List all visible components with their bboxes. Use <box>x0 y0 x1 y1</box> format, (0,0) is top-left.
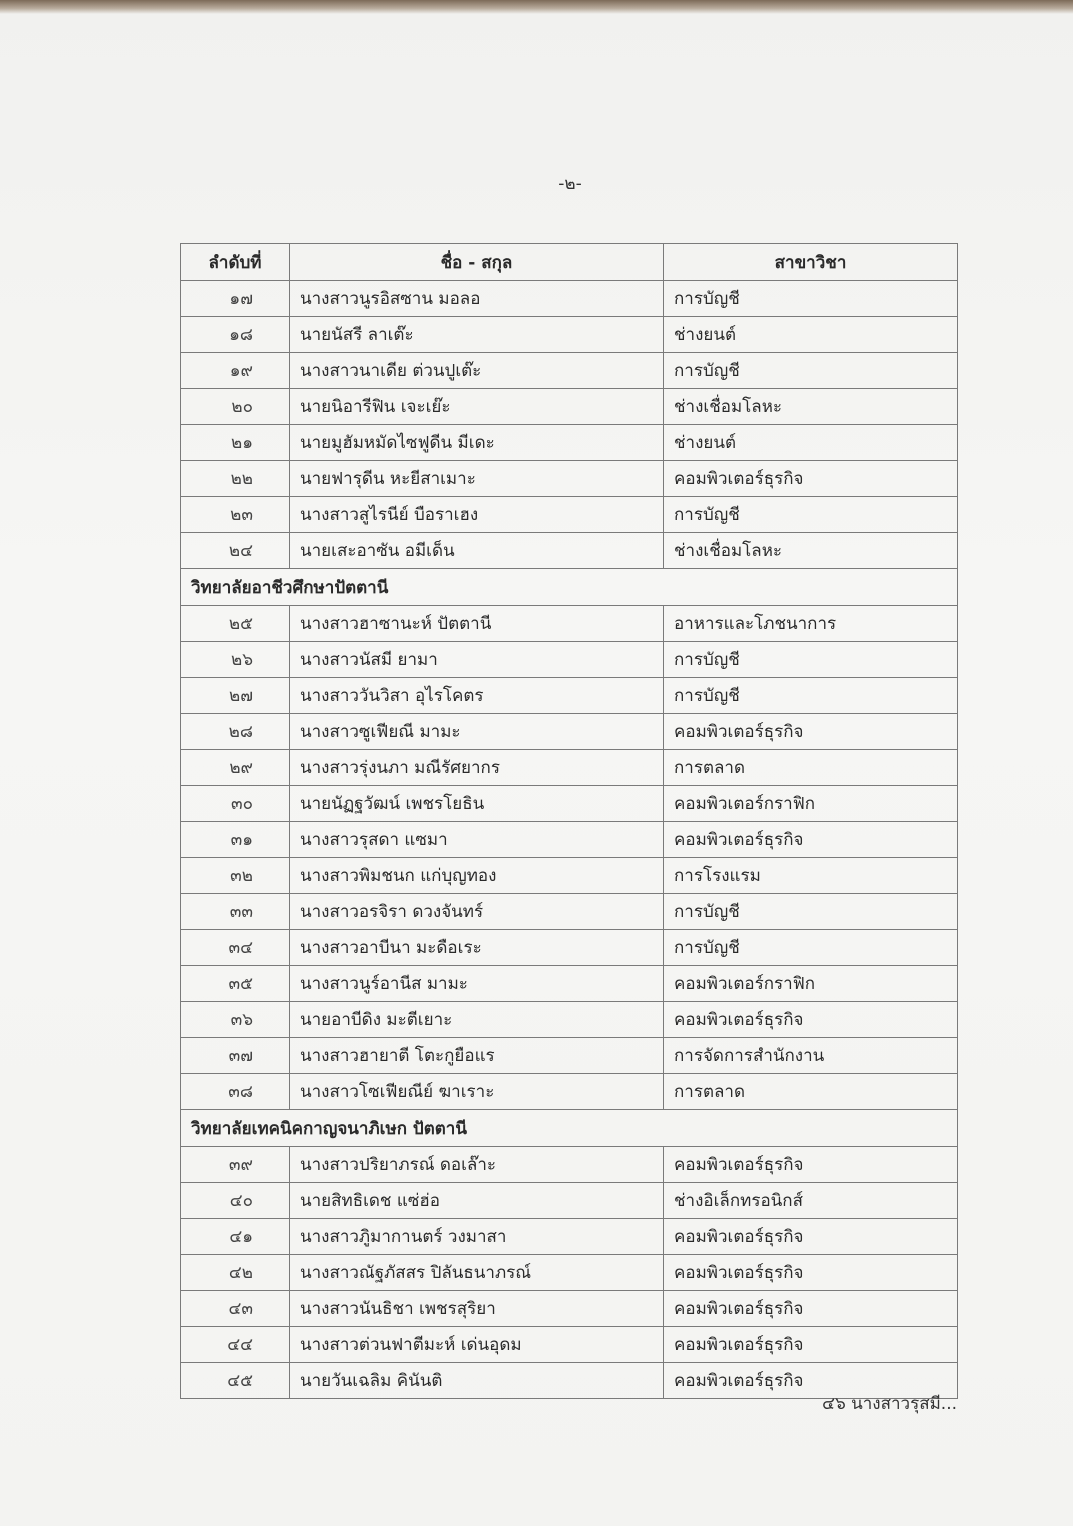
major-cell: การบัญชี <box>664 930 958 966</box>
order-cell: ๔๐ <box>181 1183 290 1219</box>
major-cell: คอมพิวเตอร์ธุรกิจ <box>664 1291 958 1327</box>
order-cell: ๓๑ <box>181 822 290 858</box>
table-row <box>181 1147 958 1183</box>
table-row <box>181 930 958 966</box>
order-cell: ๓๗ <box>181 1038 290 1074</box>
order-cell: ๓๐ <box>181 786 290 822</box>
table-row <box>181 389 958 425</box>
major-cell: อาหารและโภชนาการ <box>664 606 958 642</box>
order-cell: ๑๘ <box>181 317 290 353</box>
table-row <box>181 966 958 1002</box>
name-cell: นายฟารุดีน หะยีสาเมาะ <box>290 461 664 497</box>
order-cell: ๒๒ <box>181 461 290 497</box>
name-cell: นางสาวนูรอิสซาน มอลอ <box>290 281 664 317</box>
order-cell: ๔๔ <box>181 1327 290 1363</box>
name-cell: นายนัสรี ลาเต๊ะ <box>290 317 664 353</box>
order-cell: ๓๘ <box>181 1074 290 1110</box>
major-cell: การบัญชี <box>664 353 958 389</box>
name-cell: นายอาบีดิง มะตีเยาะ <box>290 1002 664 1038</box>
name-cell: นางสาวสูไรนีย์ บือราเฮง <box>290 497 664 533</box>
student-roster-table <box>180 243 958 1399</box>
table-row <box>181 1038 958 1074</box>
major-cell: ช่างเชื่อมโลหะ <box>664 389 958 425</box>
order-cell: ๒๑ <box>181 425 290 461</box>
order-cell: ๒๘ <box>181 714 290 750</box>
name-cell: นายวันเฉลิม คินันติ <box>290 1363 664 1399</box>
order-cell: ๑๙ <box>181 353 290 389</box>
major-cell: การจัดการสำนักงาน <box>664 1038 958 1074</box>
major-cell: คอมพิวเตอร์ธุรกิจ <box>664 1002 958 1038</box>
name-cell: นายนัฏฐวัฒน์ เพชรโยธิน <box>290 786 664 822</box>
name-cell: นางสาวอรจิรา ดวงจันทร์ <box>290 894 664 930</box>
table-row <box>181 533 958 569</box>
order-cell: ๓๙ <box>181 1147 290 1183</box>
table-row <box>181 317 958 353</box>
name-cell: นางสาวนัสมี ยามา <box>290 642 664 678</box>
name-cell: นางสาวนันธิชา เพชรสุริยา <box>290 1291 664 1327</box>
header-major: สาขาวิชา <box>664 244 958 281</box>
order-cell: ๓๔ <box>181 930 290 966</box>
table-row <box>181 1183 958 1219</box>
table-row <box>181 678 958 714</box>
order-cell: ๒๖ <box>181 642 290 678</box>
major-cell: ช่างยนต์ <box>664 317 958 353</box>
major-cell: คอมพิวเตอร์กราฟิก <box>664 786 958 822</box>
name-cell: นายเสะอาซัน อมีเด็น <box>290 533 664 569</box>
continuation-note: ๔๖ นางสาวรุสมี... <box>822 1394 957 1414</box>
table-row <box>181 894 958 930</box>
order-cell: ๔๓ <box>181 1291 290 1327</box>
table-row <box>181 1219 958 1255</box>
table-body <box>181 281 958 1399</box>
major-cell: การบัญชี <box>664 642 958 678</box>
table-row <box>181 425 958 461</box>
table-row <box>181 606 958 642</box>
table-row <box>181 822 958 858</box>
table-row <box>181 1327 958 1363</box>
college-heading-row <box>181 569 958 606</box>
major-cell: คอมพิวเตอร์ธุรกิจ <box>664 1363 958 1399</box>
name-cell: นางสาวซูเฟียณี มามะ <box>290 714 664 750</box>
name-cell: นางสาวฮาซานะห์ ปัตตานี <box>290 606 664 642</box>
order-cell: ๒๓ <box>181 497 290 533</box>
table-row <box>181 1074 958 1110</box>
college-heading-row <box>181 1110 958 1147</box>
name-cell: นางสาวรุ่งนภา มณีรัศยากร <box>290 750 664 786</box>
order-cell: ๒๐ <box>181 389 290 425</box>
table-row <box>181 1002 958 1038</box>
table-row <box>181 858 958 894</box>
table-row <box>181 714 958 750</box>
header-order: ลำดับที่ <box>181 244 290 281</box>
table-row <box>181 642 958 678</box>
table-row <box>181 353 958 389</box>
name-cell: นางสาวฮายาตี โตะกูยือแร <box>290 1038 664 1074</box>
order-cell: ๑๗ <box>181 281 290 317</box>
major-cell: ช่างยนต์ <box>664 425 958 461</box>
major-cell: คอมพิวเตอร์ธุรกิจ <box>664 1327 958 1363</box>
college-name: วิทยาลัยเทคนิคกาญจนาภิเษก ปัตตานี <box>181 1110 958 1147</box>
table-row <box>181 1291 958 1327</box>
name-cell: นางสาววันวิสา อุไรโคตร <box>290 678 664 714</box>
order-cell: ๔๑ <box>181 1219 290 1255</box>
order-cell: ๒๕ <box>181 606 290 642</box>
table-row <box>181 750 958 786</box>
table-row <box>181 1255 958 1291</box>
major-cell: คอมพิวเตอร์ธุรกิจ <box>664 461 958 497</box>
major-cell: คอมพิวเตอร์ธุรกิจ <box>664 822 958 858</box>
major-cell: คอมพิวเตอร์ธุรกิจ <box>664 1219 958 1255</box>
major-cell: ช่างอิเล็กทรอนิกส์ <box>664 1183 958 1219</box>
name-cell: นางสาวพิมชนก แก่บุญทอง <box>290 858 664 894</box>
order-cell: ๔๒ <box>181 1255 290 1291</box>
name-cell: นายสิทธิเดช แซ่ฮ่อ <box>290 1183 664 1219</box>
background-edge <box>0 0 1073 14</box>
major-cell: การบัญชี <box>664 894 958 930</box>
major-cell: การบัญชี <box>664 678 958 714</box>
major-cell: การตลาด <box>664 750 958 786</box>
name-cell: นางสาวต่วนฟาตีมะห์ เด่นอุดม <box>290 1327 664 1363</box>
name-cell: นางสาวณัฐภัสสร ปิลันธนาภรณ์ <box>290 1255 664 1291</box>
order-cell: ๒๙ <box>181 750 290 786</box>
table-row <box>181 786 958 822</box>
name-cell: นางสาวนาเดีย ต่วนปูเต๊ะ <box>290 353 664 389</box>
table-row <box>181 461 958 497</box>
name-cell: นางสาวนูร์อานีส มามะ <box>290 966 664 1002</box>
major-cell: การบัญชี <box>664 497 958 533</box>
name-cell: นางสาวภูิมากานตร์ วงมาสา <box>290 1219 664 1255</box>
major-cell: คอมพิวเตอร์ธุรกิจ <box>664 1147 958 1183</box>
major-cell: คอมพิวเตอร์กราฟิก <box>664 966 958 1002</box>
order-cell: ๓๓ <box>181 894 290 930</box>
page-number: -๒- <box>558 174 582 194</box>
name-cell: นายมูฮัมหมัดไซฟูดีน มีเดะ <box>290 425 664 461</box>
table-row <box>181 497 958 533</box>
order-cell: ๔๕ <box>181 1363 290 1399</box>
order-cell: ๓๖ <box>181 1002 290 1038</box>
header-name: ชื่อ - สกุล <box>290 244 664 281</box>
name-cell: นางสาวรุสดา แซมา <box>290 822 664 858</box>
name-cell: นายนิอารีฟิน เจะเย๊ะ <box>290 389 664 425</box>
order-cell: ๓๒ <box>181 858 290 894</box>
name-cell: นางสาวปริยาภรณ์ ดอเล๊าะ <box>290 1147 664 1183</box>
major-cell: การโรงแรม <box>664 858 958 894</box>
major-cell: คอมพิวเตอร์ธุรกิจ <box>664 714 958 750</box>
name-cell: นางสาวโซเฟียณีย์ ฆาเราะ <box>290 1074 664 1110</box>
order-cell: ๓๕ <box>181 966 290 1002</box>
major-cell: การบัญชี <box>664 281 958 317</box>
major-cell: ช่างเชื่อมโลหะ <box>664 533 958 569</box>
table-row <box>181 281 958 317</box>
table-header-row <box>181 244 958 281</box>
order-cell: ๒๔ <box>181 533 290 569</box>
order-cell: ๒๗ <box>181 678 290 714</box>
college-name: วิทยาลัยอาชีวศึกษาปัตตานี <box>181 569 958 606</box>
major-cell: คอมพิวเตอร์ธุรกิจ <box>664 1255 958 1291</box>
name-cell: นางสาวอาบีนา มะดือเระ <box>290 930 664 966</box>
major-cell: การตลาด <box>664 1074 958 1110</box>
